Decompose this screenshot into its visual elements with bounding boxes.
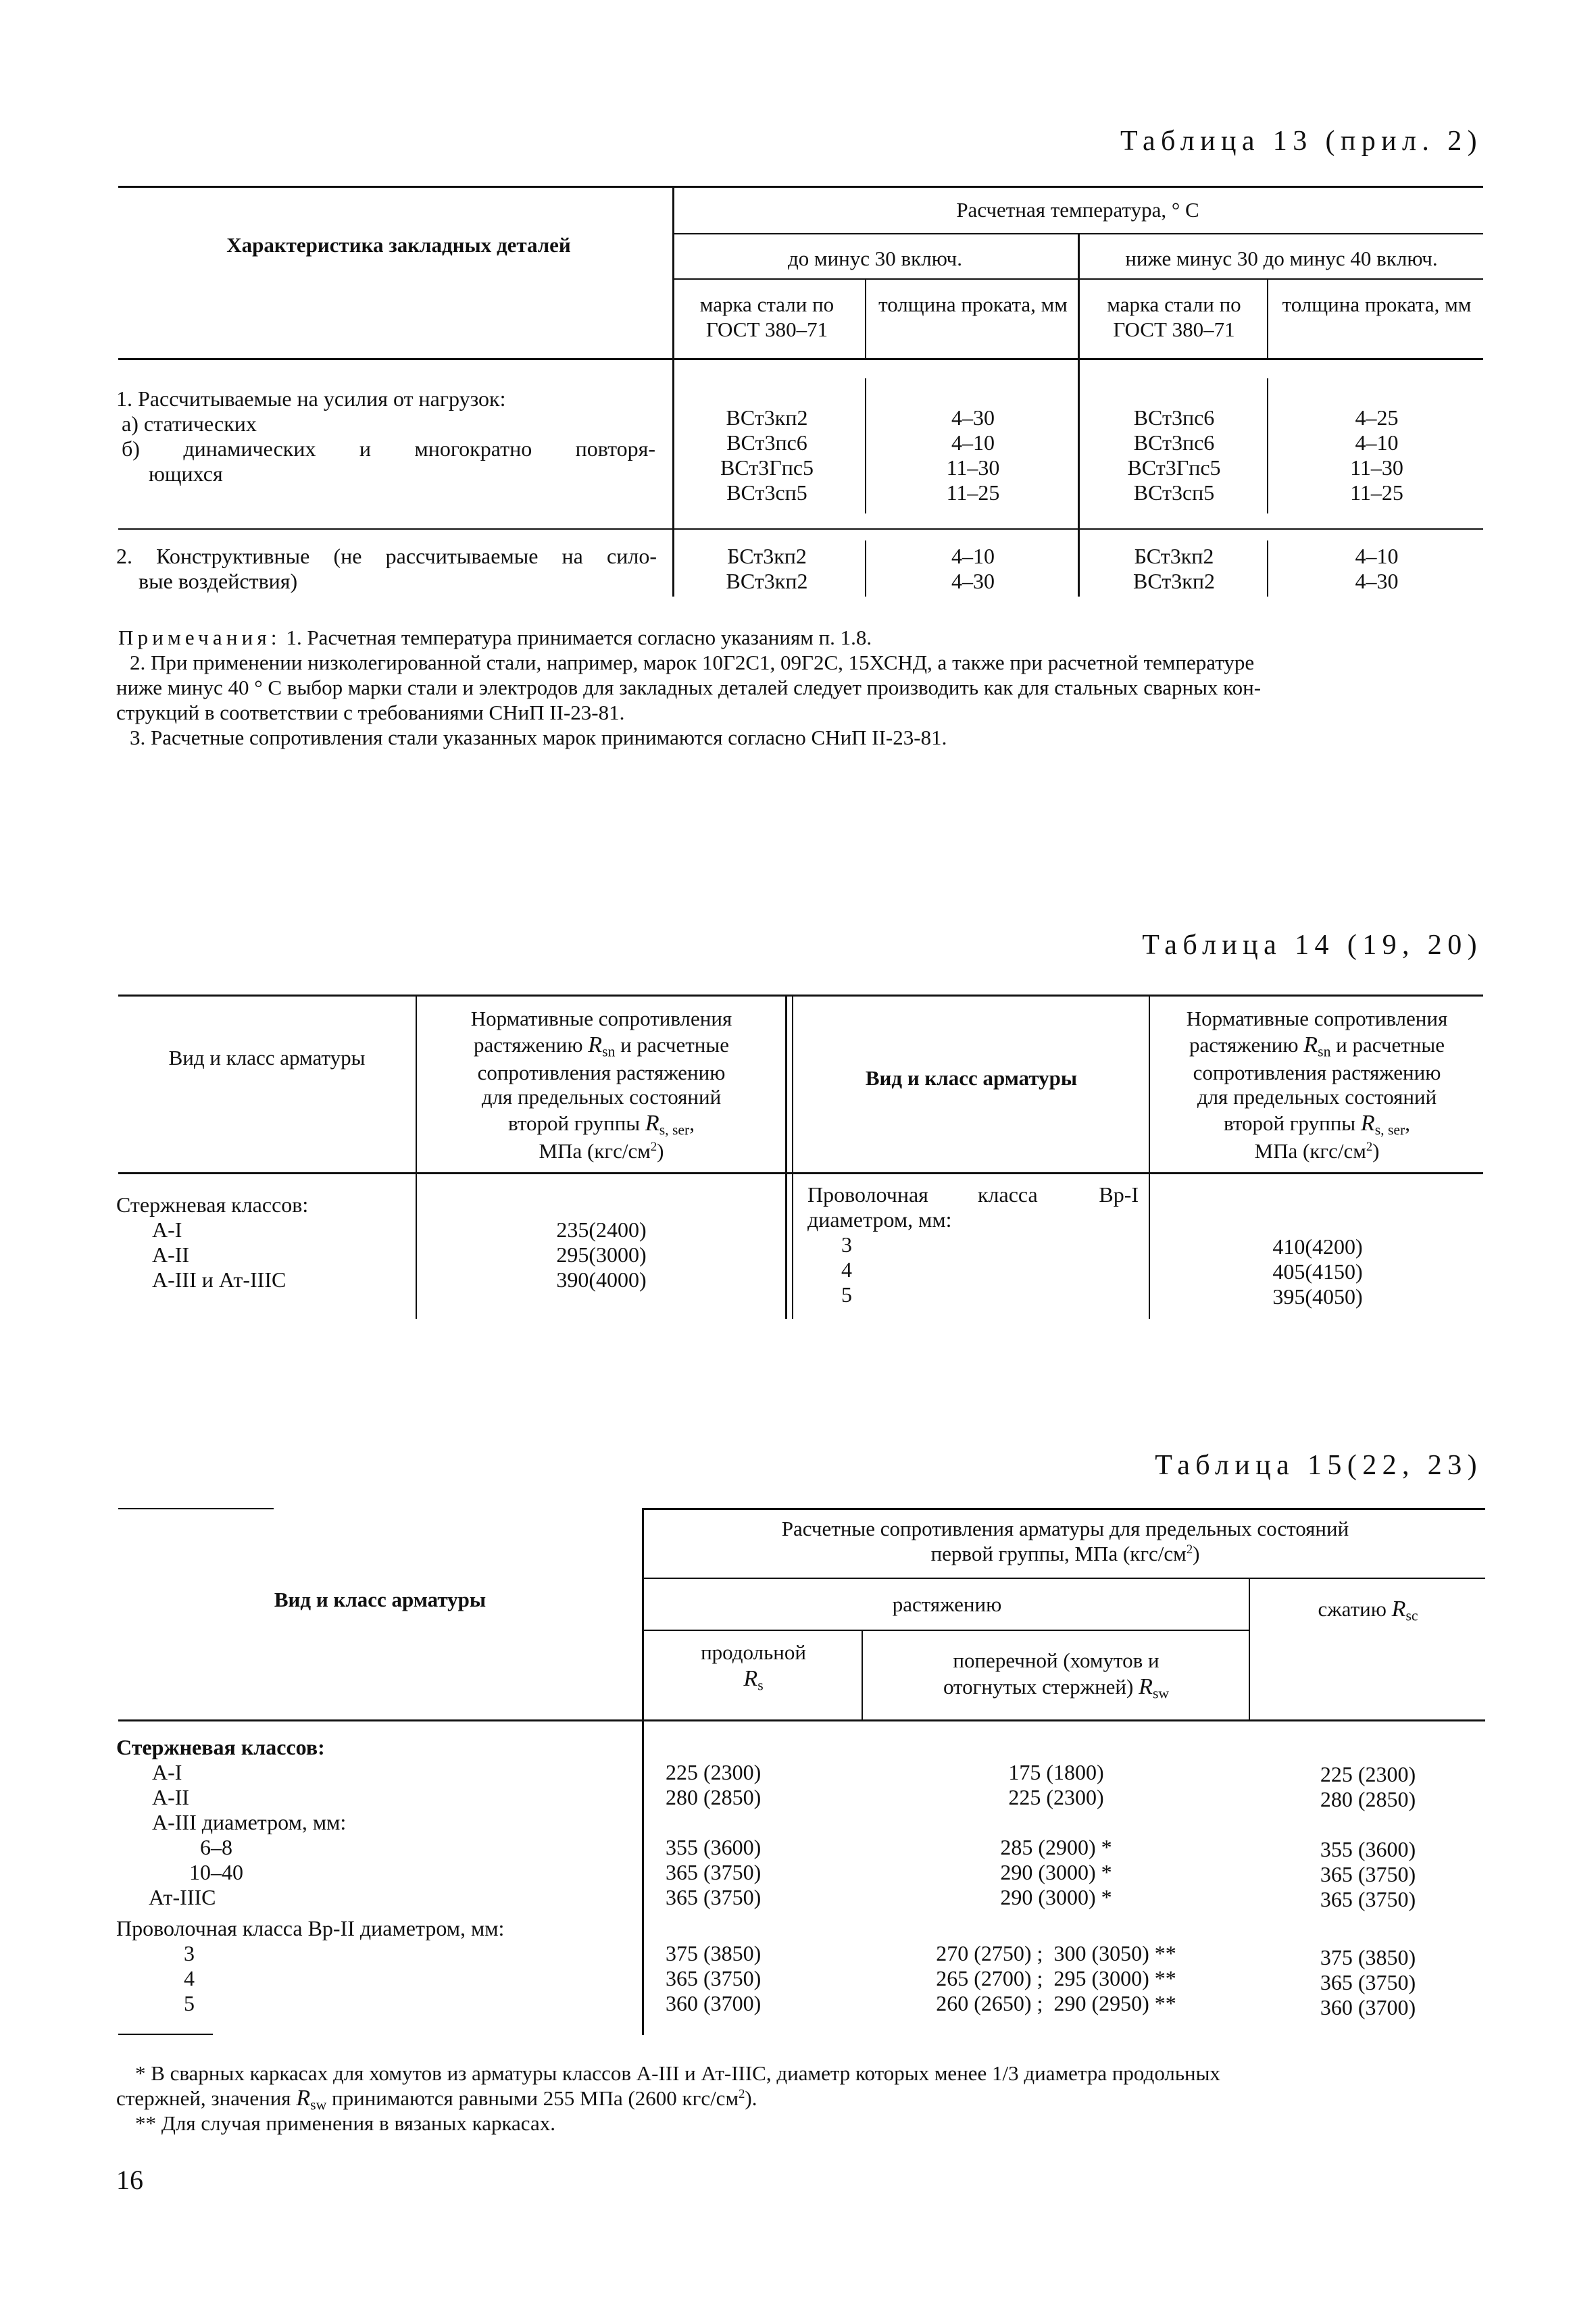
resistance-text: второй группы	[507, 1111, 645, 1135]
resistance-text: МПа (кгс/см	[1254, 1138, 1366, 1163]
resistance-line: сопротивления растяжению	[1193, 1060, 1441, 1084]
footnote-text: ).	[745, 2086, 757, 2110]
longitudinal-line: продольной	[701, 1640, 806, 1664]
table-15-group-1: Стержневая классов:	[116, 1735, 325, 1759]
table-13-title: Таблица 13 (прил. 2)	[1120, 126, 1482, 157]
r-symbol: R	[588, 1032, 603, 1057]
table-13-divider	[865, 540, 866, 597]
table-15-header-kind: Вид и класс арматуры	[274, 1588, 487, 1611]
table-13-row-rule	[118, 528, 1483, 530]
table-15-header-tension: растяжению	[892, 1592, 1002, 1616]
transverse-line	[864, 1674, 1249, 1703]
table-15-divider	[642, 1508, 644, 2035]
table-14-left-classes: А-I А-II А-III и Ат-IIIС	[152, 1217, 286, 1292]
resistance-line	[418, 1139, 785, 1164]
table-13-row-1-thickness-1: 4–30 4–10 11–30 11–25	[946, 405, 1000, 505]
table-15-long-2: 355 (3600) 365 (3750) 365 (3750)	[666, 1835, 762, 1909]
table-15-header-longitudinal	[645, 1640, 862, 1694]
r-symbol: R	[1360, 1110, 1375, 1136]
table-15-header-resistance	[645, 1517, 1485, 1566]
table-15-header-rule	[118, 1719, 1485, 1721]
resistance-text: )	[1193, 1541, 1200, 1565]
table-13-header-rule	[118, 358, 1483, 360]
group-word: Проволочная	[807, 1182, 928, 1207]
r-symbol: R	[1391, 1596, 1406, 1621]
table-13-note-2-cont: ниже минус 40 ° С выбор марки стали и электродов для закладных деталей следует производить как для стальных сварных кон-	[116, 676, 1262, 699]
transverse-line: поперечной (хомутов и	[953, 1649, 1159, 1672]
footnote-text: принимаются равными 255 МПа (2600 кгс/см	[326, 2086, 739, 2110]
table-13-header-thickness-2: толщина проката, мм	[1282, 293, 1472, 316]
resistance-line	[418, 1110, 785, 1139]
footnote-1: * В сварных каркасах для хомутов из арматуры классов А-III и Ат-IIIС, диаметр которых менее 1/3 диаметра продольных	[135, 2061, 1220, 2085]
resistance-text: растяжению	[1189, 1032, 1304, 1057]
table-13-divider	[1078, 233, 1080, 597]
resistance-line	[1151, 1032, 1483, 1061]
table-15-top-rule-right	[642, 1508, 1485, 1510]
table-14-header-resistance-right	[1151, 1007, 1483, 1164]
resistance-text: и расчетные	[615, 1032, 729, 1057]
note-1-text: 1. Расчетная температура принимается согласно указаниям п. 1.8.	[280, 626, 872, 649]
resistance-line: Нормативные сопротивления	[470, 1007, 732, 1030]
r-symbol: R	[1139, 1674, 1153, 1699]
r-subscript: sn	[602, 1043, 616, 1060]
r-symbol: R	[743, 1665, 758, 1691]
group-word: класса	[978, 1182, 1038, 1207]
resistance-line: Нормативные сопротивления	[1186, 1007, 1448, 1030]
table-13-row-2-grades-2: БСт3кп2 ВСт3кп2	[1133, 544, 1215, 593]
table-13-divider	[1267, 378, 1268, 513]
table-15-wire-diameters: 3 4 5	[184, 1941, 195, 2015]
table-15-rule	[642, 1630, 1249, 1631]
r-subscript: sc	[1405, 1607, 1418, 1624]
group-word: Вр-I	[1099, 1182, 1139, 1207]
table-13-row-1-label: 1. Рассчитываемые на усилия от нагрузок:	[116, 386, 506, 411]
resistance-line	[645, 1542, 1485, 1567]
table-15-divider	[862, 1630, 863, 1719]
table-15-class-at-iiic: Ат-IIIС	[149, 1885, 216, 1909]
table-13-header-range-1: до минус 30 включ.	[787, 247, 963, 270]
superscript: 2	[650, 1139, 657, 1154]
r-symbol: R	[1303, 1032, 1318, 1057]
table-15-comp-1: 225 (2300) 280 (2850)	[1320, 1762, 1416, 1811]
table-15-bottom-rule	[118, 2034, 213, 2035]
table-15-long-1: 225 (2300) 280 (2850)	[666, 1760, 762, 1809]
footnote-text: стержней, значения	[116, 2086, 297, 2110]
table-13-row-1-sub-b: б) динамических и многократно повторя-	[122, 436, 655, 461]
table-13-note-2: 2. При применении низколегированной стали, например, марок 10Г2С1, 09Г2С, 15ХСНД, а также при расчетной температуре	[130, 651, 1255, 674]
table-15-trans-2: 285 (2900) * 290 (3000) * 290 (3000) *	[1000, 1835, 1112, 1909]
table-13-row-1-grades-1: ВСт3кп2 ВСт3пс6 ВСт3Гпс5 ВСт3сп5	[720, 405, 814, 505]
table-14-top-rule	[118, 995, 1483, 997]
r-symbol: R	[296, 2086, 311, 2111]
resistance-text: второй группы	[1223, 1111, 1361, 1135]
superscript: 2	[739, 2086, 745, 2101]
resistance-text: МПа (кгс/см	[539, 1138, 651, 1163]
table-13-row-2-grades-1: БСт3кп2 ВСт3кп2	[726, 544, 808, 593]
table-13-header-characteristic: Характеристика закладных деталей	[226, 233, 571, 257]
resistance-text: растяжению	[474, 1032, 589, 1057]
table-14-divider	[1149, 995, 1150, 1319]
table-14-header-kind-right: Вид и класс арматуры	[865, 1066, 1078, 1090]
table-13-header-temperature: Расчетная температура, ° С	[956, 198, 1199, 222]
table-13-note-1	[118, 625, 872, 650]
resistance-text: ,	[689, 1111, 695, 1135]
resistance-line	[1151, 1110, 1483, 1139]
r-subscript: s, ser	[659, 1122, 690, 1138]
table-15-diameters: 6–8 10–40	[189, 1835, 243, 1884]
table-14-left-group: Стержневая классов:	[116, 1192, 309, 1217]
table-15-long-3: 375 (3850) 365 (3750) 360 (3700)	[666, 1941, 762, 2015]
resistance-text: ,	[1405, 1111, 1411, 1135]
footnote-2: ** Для случая применения в вязаных каркасах.	[135, 2111, 555, 2135]
table-13-divider	[865, 378, 866, 513]
table-13-header-thickness-1: толщина проката, мм	[878, 293, 1068, 316]
table-15-title: Таблица 15(22, 23)	[1155, 1450, 1482, 1481]
table-15-trans-3: 270 (2750) ; 300 (3050) ** 265 (2700) ; 295 (3000) ** 260 (2650) ; 290 (2950) **	[936, 1941, 1176, 2015]
table-13-top-rule	[118, 186, 1483, 188]
table-15-divider	[1249, 1578, 1250, 1719]
r-subscript: sw	[310, 2096, 327, 2113]
table-13-header-range-2: ниже минус 30 до минус 40 включ.	[1125, 247, 1438, 270]
superscript: 2	[1186, 1542, 1193, 1557]
page-number: 16	[116, 2165, 143, 2195]
table-13-divider	[865, 278, 866, 358]
table-15-header-transverse	[864, 1649, 1249, 1703]
table-15-header-compression	[1251, 1596, 1485, 1625]
table-13-header-grade-1: марка стали по ГОСТ 380–71	[699, 293, 834, 341]
table-13-rule	[672, 278, 1483, 280]
table-15-rule	[642, 1578, 1485, 1579]
resistance-text: )	[1372, 1138, 1380, 1163]
r-symbol: R	[645, 1110, 659, 1136]
notes-prefix: Примечания:	[118, 626, 281, 649]
table-13-divider	[1267, 278, 1268, 358]
r-subscript: sw	[1152, 1685, 1170, 1702]
resistance-text: )	[657, 1138, 664, 1163]
table-14-right-values: 410(4200) 405(4150) 395(4050)	[1272, 1234, 1363, 1309]
table-13-row-2-thickness-2: 4–10 4–30	[1355, 544, 1399, 593]
table-13-row-1-thickness-2: 4–25 4–10 11–30 11–25	[1350, 405, 1403, 505]
table-15-group-2: Проволочная класса Вр-II диаметром, мм:	[116, 1916, 505, 1940]
resistance-line: для предельных состояний	[481, 1085, 722, 1109]
table-15-comp-3: 375 (3850) 365 (3750) 360 (3700)	[1320, 1945, 1416, 2019]
compression-text: сжатию	[1318, 1597, 1392, 1621]
table-13-row-2-thickness-1: 4–10 4–30	[951, 544, 995, 593]
table-14-divider	[785, 995, 787, 1319]
table-13-row-1-sub-b-cont: ющихся	[149, 461, 223, 486]
table-14-divider	[792, 995, 793, 1319]
table-14-title: Таблица 14 (19, 20)	[1142, 930, 1482, 961]
table-13-row-1-grades-2: ВСт3пс6 ВСт3пс6 ВСт3Гпс5 ВСт3сп5	[1127, 405, 1221, 505]
transverse-text: отогнутых стержней)	[943, 1674, 1139, 1699]
table-13-row-2-label: 2. Конструктивные (не рассчитываемые на сило-	[116, 544, 657, 568]
r-subscript: sn	[1318, 1043, 1331, 1060]
table-14-divider	[416, 995, 417, 1319]
table-13-divider	[1267, 540, 1268, 597]
table-14-right-diameters: 3 4 5	[841, 1232, 852, 1307]
longitudinal-line	[645, 1665, 862, 1694]
table-15-comp-2: 355 (3600) 365 (3750) 365 (3750)	[1320, 1837, 1416, 1911]
table-13-row-2-label-cont: вые воздействия)	[139, 569, 298, 593]
table-14-left-values: 235(2400) 295(3000) 390(4000)	[556, 1217, 647, 1292]
resistance-text: и расчетные	[1330, 1032, 1445, 1057]
superscript: 2	[1366, 1139, 1373, 1154]
table-14-header-resistance-left	[418, 1007, 785, 1164]
r-subscript: s	[757, 1677, 764, 1694]
table-14-header-kind-left: Вид и класс арматуры	[168, 1046, 366, 1070]
resistance-line	[1151, 1139, 1483, 1164]
table-13-row-1-sub-a: а) статических	[122, 411, 257, 436]
table-14-right-group-cont: диаметром, мм:	[807, 1207, 952, 1232]
table-15-top-rule-left	[118, 1508, 274, 1509]
resistance-line: сопротивления растяжению	[477, 1060, 726, 1084]
table-14-header-rule	[118, 1172, 1483, 1174]
table-13-header-grade-2: марка стали по ГОСТ 380–71	[1107, 293, 1241, 341]
table-13-note-3: 3. Расчетные сопротивления стали указанных марок принимаются согласно СНиП II-23-81.	[130, 726, 947, 749]
resistance-line: для предельных состояний	[1197, 1085, 1437, 1109]
resistance-line	[418, 1032, 785, 1061]
r-subscript: s, ser	[1374, 1122, 1405, 1138]
table-15-trans-1: 175 (1800) 225 (2300)	[1008, 1760, 1104, 1809]
resistance-line: Расчетные сопротивления арматуры для предельных состояний	[781, 1517, 1349, 1540]
table-13-note-2-end: струкций в соответствии с требованиями СНиП II-23-81.	[116, 701, 625, 724]
resistance-text: первой группы, МПа (кгс/см	[930, 1541, 1187, 1565]
table-15-classes-1: А-I А-II А-III диаметром, мм:	[152, 1760, 347, 1834]
